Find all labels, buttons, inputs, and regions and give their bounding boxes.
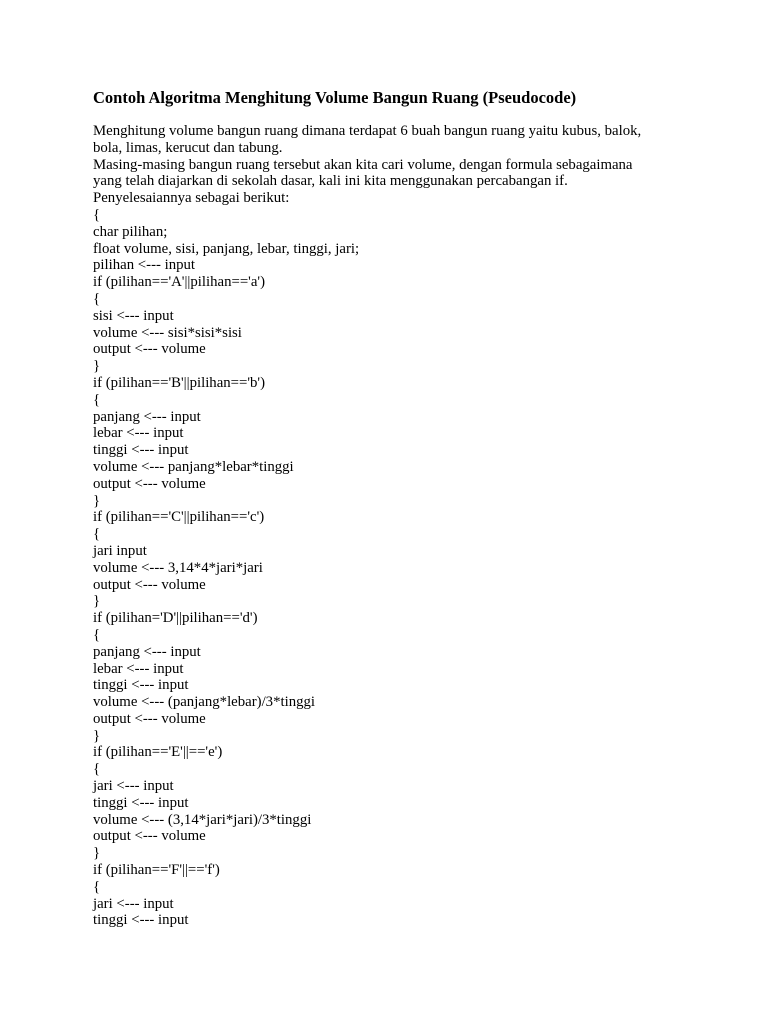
code-line: lebar <--- input [93,660,184,677]
code-line: if (pilihan=='E'||=='e') [93,744,223,761]
code-line: panjang <--- input [93,643,201,660]
code-line: { [93,391,101,408]
code-line: jari <--- input [93,778,174,795]
code-line: tinggi <--- input [93,442,189,459]
code-line: jari <--- input [93,895,174,912]
intro-line: Masing-masing bangun ruang tersebut akan kita cari volume, dengan formula sebagaimana [93,156,633,173]
pseudocode-block [93,207,693,929]
intro-paragraph [93,123,693,207]
code-line: float volume, sisi, panjang, lebar, tinggi, jari; [93,240,360,257]
code-line: if (pilihan='D'||pilihan=='d') [93,610,258,627]
code-line: { [93,206,101,223]
code-line: tinggi <--- input [93,794,189,811]
code-line: { [93,878,101,895]
code-line: lebar <--- input [93,425,184,442]
code-line: output <--- volume [93,828,206,845]
code-line: output <--- volume [93,710,206,727]
document-body [93,123,693,929]
code-line: { [93,290,101,307]
intro-line: Menghitung volume bangun ruang dimana terdapat 6 buah bangun ruang yaitu kubus, balok, [93,123,642,139]
code-line: if (pilihan=='A'||pilihan=='a') [93,274,266,291]
code-line: } [93,492,101,509]
code-line: volume <--- (panjang*lebar)/3*tinggi [93,694,316,711]
code-line: if (pilihan=='F'||=='f') [93,862,220,879]
code-line: volume <--- (3,14*jari*jari)/3*tinggi [93,811,312,828]
code-line: tinggi <--- input [93,912,189,929]
code-line: { [93,626,101,643]
code-line: char pilihan; [93,223,168,240]
code-line: { [93,526,101,543]
code-line: output <--- volume [93,341,206,358]
code-line: if (pilihan=='B'||pilihan=='b') [93,374,266,391]
code-line: sisi <--- input [93,307,174,324]
code-line: } [93,358,101,375]
code-line: volume <--- panjang*lebar*tinggi [93,458,294,475]
code-line: { [93,761,101,778]
code-line: output <--- volume [93,475,206,492]
code-line: } [93,593,101,610]
code-line: if (pilihan=='C'||pilihan=='c') [93,509,265,526]
code-line: tinggi <--- input [93,677,189,694]
code-line: panjang <--- input [93,408,201,425]
code-line: volume <--- sisi*sisi*sisi [93,324,242,341]
intro-line: Penyelesaiannya sebagai berikut: [93,190,290,207]
code-line: output <--- volume [93,576,206,593]
intro-line: bola, limas, kerucut dan tabung. [93,139,283,156]
code-line: } [93,727,101,744]
code-line: volume <--- 3,14*4*jari*jari [93,559,263,576]
code-line: jari input [93,542,147,559]
code-line: } [93,845,101,862]
intro-line: yang telah diajarkan di sekolah dasar, kali ini kita menggunakan percabangan if. [93,173,568,190]
code-line: pilihan <--- input [93,257,196,274]
document-title: Contoh Algoritma Menghitung Volume Bangun Ruang (Pseudocode) [93,88,577,107]
